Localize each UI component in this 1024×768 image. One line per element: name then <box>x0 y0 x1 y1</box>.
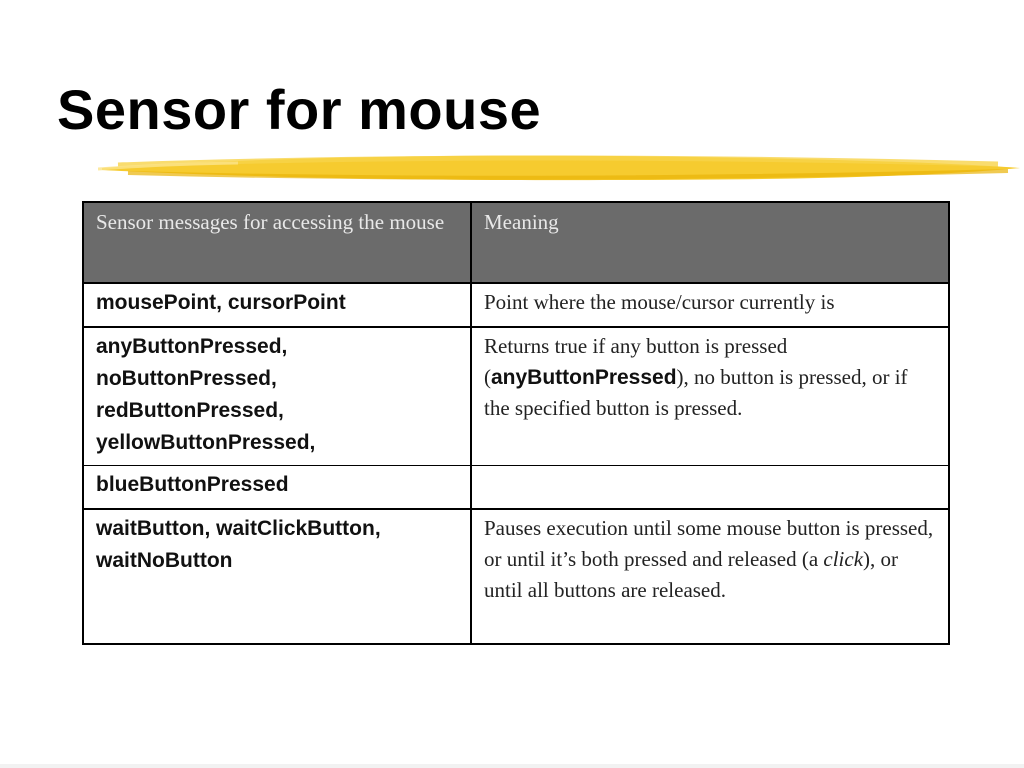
header-sensor-messages: Sensor messages for accessing the mouse <box>83 202 471 283</box>
meaning-text: Pauses execution until some mouse button is pressed, or until it’s both pressed and released (a <box>484 516 934 571</box>
meaning-cell <box>471 466 949 510</box>
sensor-messages-table <box>82 201 950 645</box>
meaning-cell: Point where the mouse/cursor currently is <box>471 283 949 327</box>
table-row <box>83 283 949 327</box>
table-row <box>83 466 949 510</box>
sensor-name: redButtonPressed, <box>96 399 284 422</box>
table-row <box>83 327 949 466</box>
table-header-row <box>83 202 949 283</box>
sensor-name: blueButtonPressed <box>96 473 289 496</box>
sensor-name: yellowButtonPressed, <box>96 431 316 454</box>
meaning-text: Returns true if any button is pressed ( <box>484 334 788 389</box>
bottom-divider <box>0 764 1024 768</box>
sensor-name: waitNoButton <box>96 549 233 572</box>
meaning-text: ), or until all buttons are released. <box>484 547 899 602</box>
sensor-name: noButtonPressed, <box>96 367 277 390</box>
meaning-cell <box>471 327 949 466</box>
sensor-name: anyButtonPressed, <box>96 335 288 358</box>
meaning-keyword: anyButtonPressed <box>491 366 677 389</box>
sensor-name-cell <box>83 466 471 510</box>
highlighter-stroke <box>98 146 1024 190</box>
sensor-name-cell <box>83 283 471 327</box>
sensor-name: mousePoint, cursorPoint <box>96 291 346 314</box>
header-meaning: Meaning <box>471 202 949 283</box>
sensor-name: waitButton, waitClickButton, <box>96 517 381 540</box>
table-row <box>83 509 949 644</box>
meaning-cell <box>471 509 949 644</box>
meaning-emphasis: click <box>823 547 864 571</box>
sensor-name-cell <box>83 327 471 466</box>
sensor-name-cell <box>83 509 471 644</box>
slide-title: Sensor for mouse <box>57 78 542 141</box>
meaning-text: ), no button is pressed, or if the specified button is pressed. <box>484 365 908 420</box>
